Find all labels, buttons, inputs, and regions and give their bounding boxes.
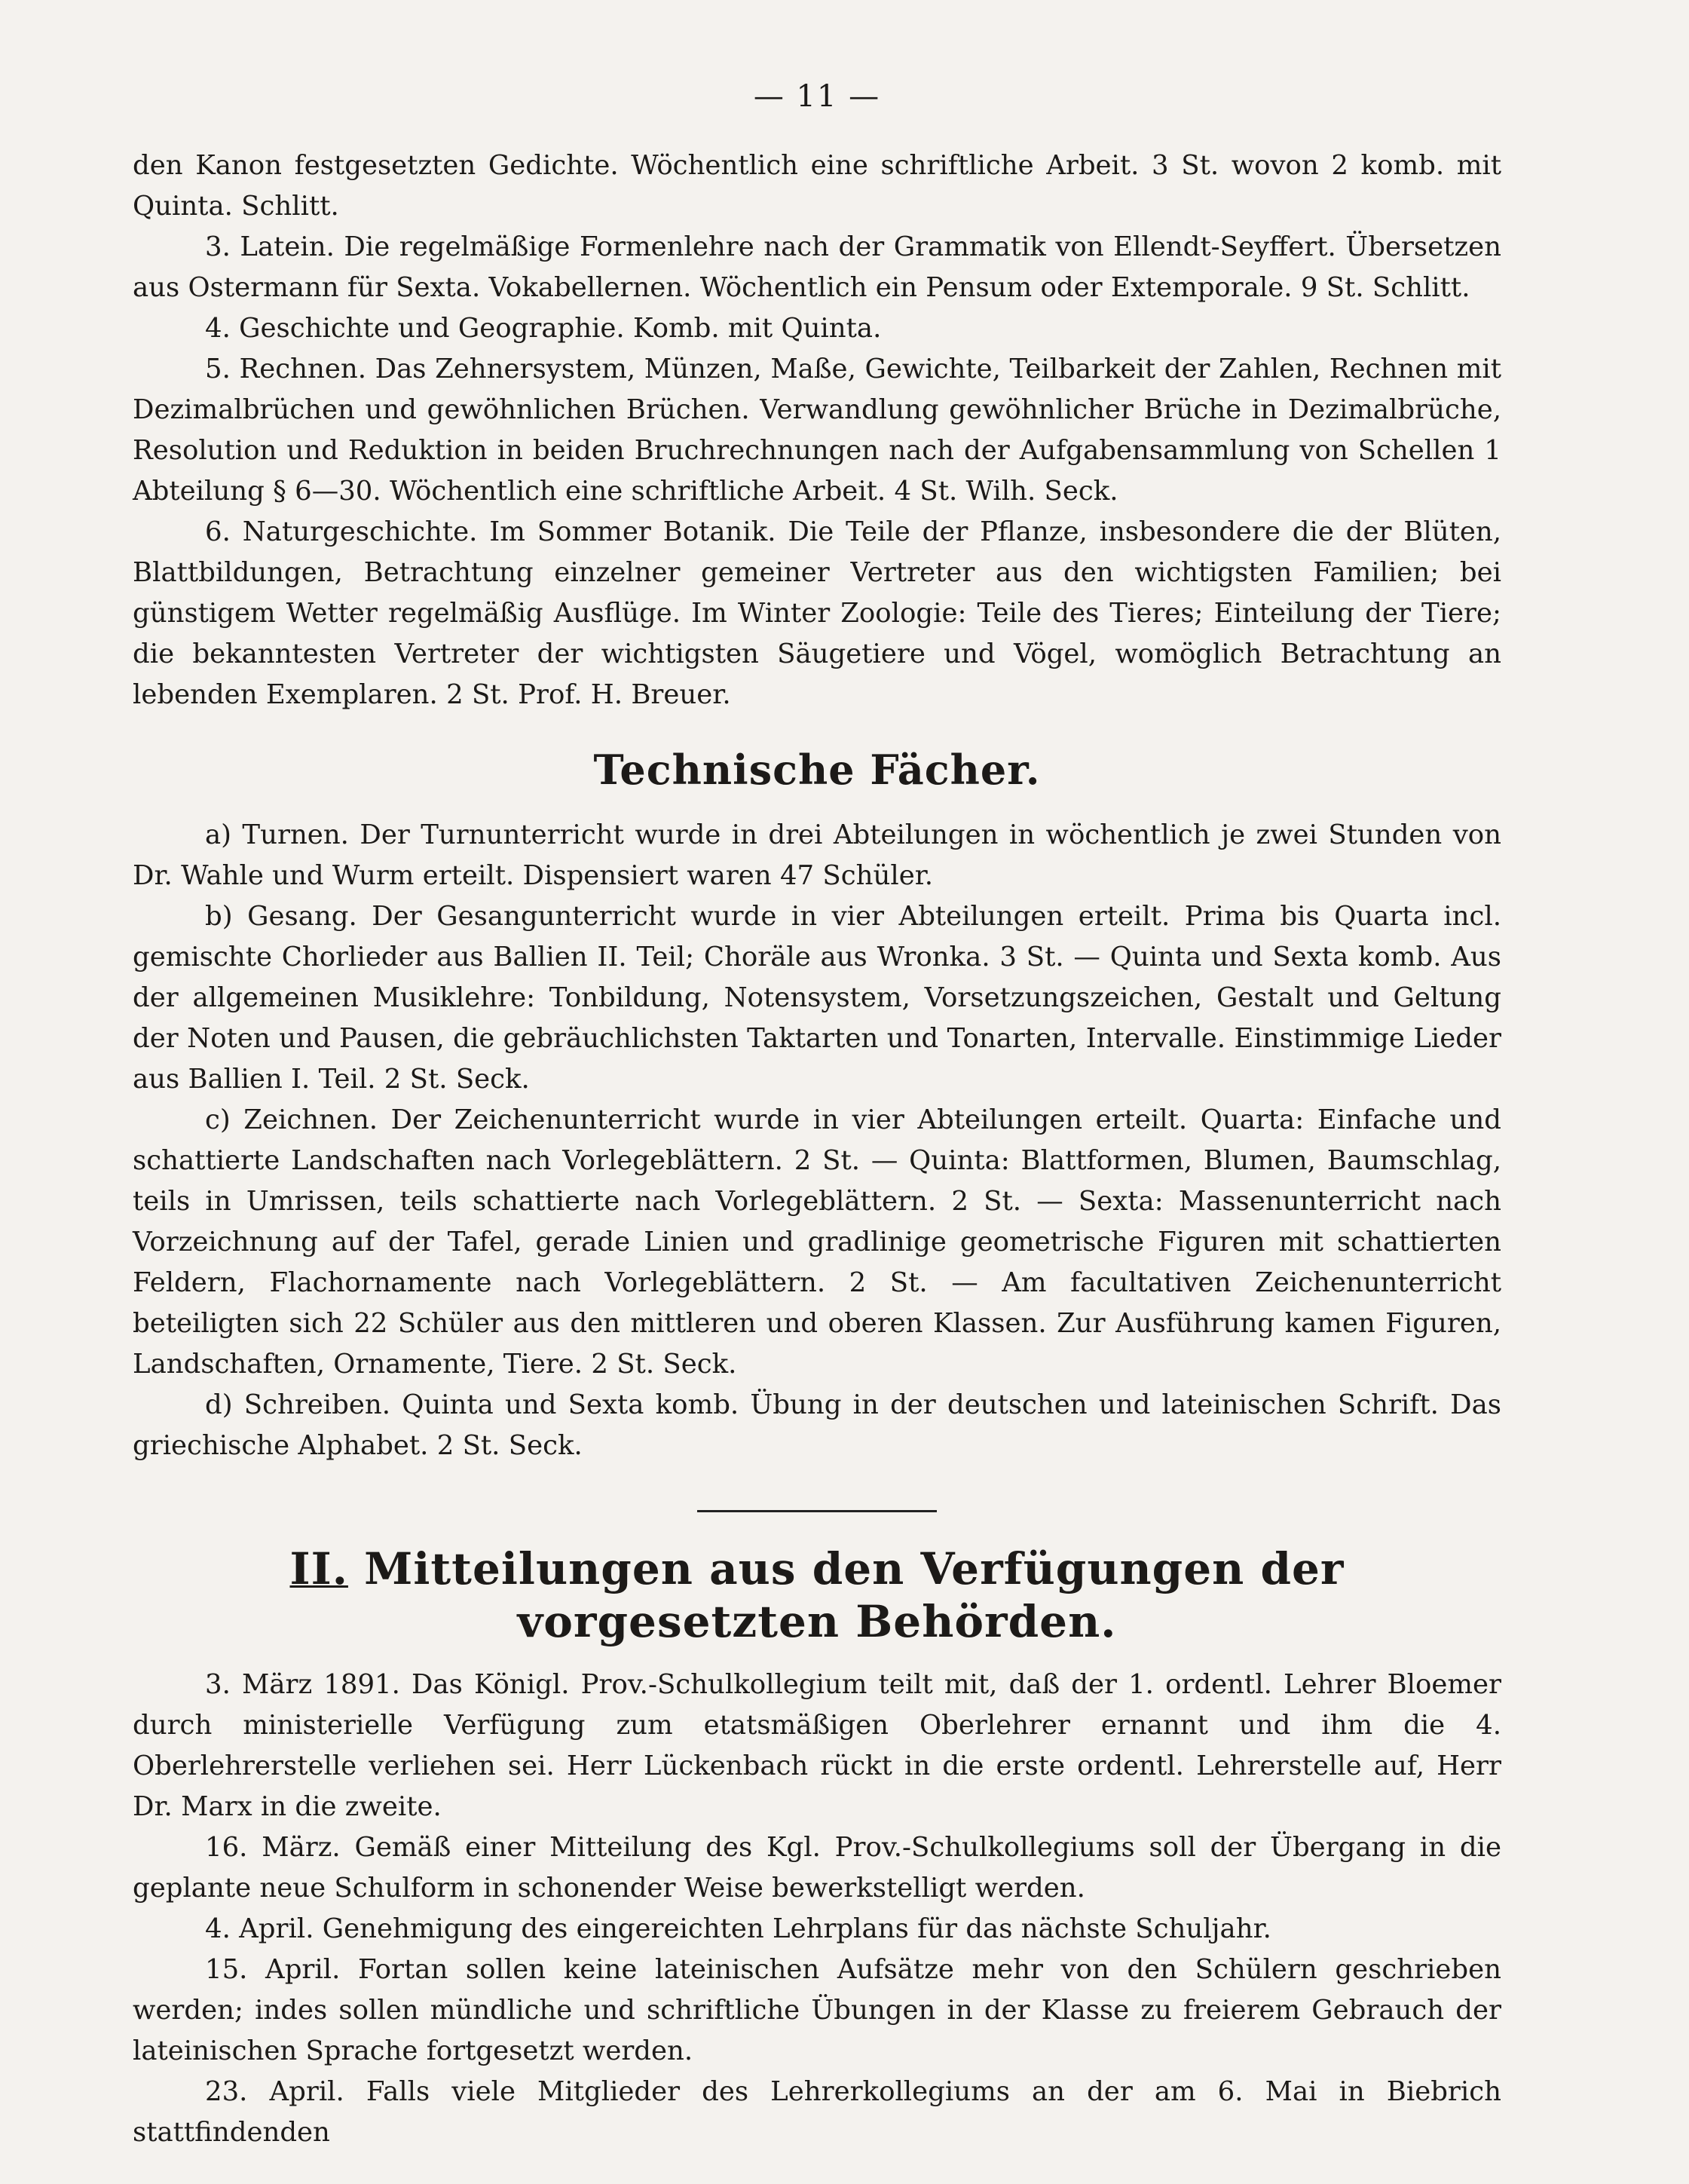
heading-section-ii <box>133 1542 1501 1648</box>
section-divider <box>697 1510 937 1512</box>
section-title: Mitteilungen aus den Verfügungen der vorgesetzten Behörden. <box>364 1543 1345 1647</box>
paragraph-schreiben: d) Schreiben. Quinta und Sexta komb. Übung in der deutschen und lateinischen Schrift. Das griechische Alphabet. 2 St. Seck. <box>133 1389 1501 1461</box>
paragraph-turnen: a) Turnen. Der Turnunterricht wurde in drei Abteilungen in wöchentlich je zwei Stunden von Dr. Wahle und Wurm erteilt. Dispensiert waren 47 Schüler. <box>133 819 1501 891</box>
paragraph-naturgeschichte: 6. Naturgeschichte. Im Sommer Botanik. Die Teile der Pflanze, insbesondere die der Blüten, Blattbildungen, Betrachtung einzelner gemeiner Vertreter aus den wichtigsten Familien; bei günstigem Wetter regelmäßig Ausflüge. Im Winter Zoologie: Teile des Tieres; Einteilung der Tiere; die bekanntesten Vertreter der wichtigsten Säugetiere und Vögel, womöglich Betrachtung an lebenden Exemplaren. 2 St. Prof. H. Breuer. <box>133 516 1501 710</box>
document-page <box>133 79 1501 2153</box>
paragraph-latein: 3. Latein. Die regelmäßige Formenlehre nach der Grammatik von Ellendt-Seyffert. Übersetzen aus Ostermann für Sexta. Vokabellernen. Wöchentlich ein Pensum oder Extemporale. 9 St. Schlitt. <box>133 231 1501 303</box>
heading-technische-faecher: Technische Fächer. <box>593 746 1041 794</box>
paragraph-gesang: b) Gesang. Der Gesangunterricht wurde in vier Abteilungen erteilt. Prima bis Quarta incl. gemischte Chorlieder aus Ballien II. Teil; Choräle aus Wronka. 3 St. — Quinta und Sexta komb. Aus der allgemeinen Musiklehre: Tonbildung, Notensystem, Vorsetzungszeichen, Gestalt und Geltung der Noten und Pausen, die gebräuchlichsten Taktarten und Tonarten, Intervalle. Einstimmige Lieder aus Ballien I. Teil. 2 St. Seck. <box>133 901 1501 1095</box>
paragraph-maerz-3: 3. März 1891. Das Königl. Prov.-Schulkollegium teilt mit, daß der 1. ordentl. Lehrer Bloemer durch ministerielle Verfügung zum etatsmäßigen Oberlehrer ernannt und ihm die 4. Oberlehrerstelle verliehen sei. Herr Lückenbach rückt in die erste ordentl. Lehrerstelle auf, Herr Dr. Marx in die zweite. <box>133 1669 1501 1822</box>
paragraph-maerz-16: 16. März. Gemäß einer Mitteilung des Kgl. Prov.-Schulkollegiums soll der Übergang in die geplante neue Schulform in schonender Weise bewerkstelligt werden. <box>133 1832 1501 1904</box>
paragraph-rechnen: 5. Rechnen. Das Zehnersystem, Münzen, Maße, Gewichte, Teilbarkeit der Zahlen, Rechnen mit Dezimalbrüchen und gewöhnlichen Brüchen. Verwandlung gewöhnlicher Brüche in Dezimalbrüche, Resolution und Reduktion in beiden Bruchrechnungen nach der Aufgabensammlung von Schellen 1 Abteilung § 6—30. Wöchentlich eine schriftliche Arbeit. 4 St. Wilh. Seck. <box>133 354 1501 507</box>
paragraph-april-4: 4. April. Genehmigung des eingereichten Lehrplans für das nächste Schuljahr. <box>205 1913 1271 1944</box>
paragraph-april-15: 15. April. Fortan sollen keine lateinischen Aufsätze mehr von den Schülern geschrieben werden; indes sollen mündliche und schriftliche Übungen in der Klasse zu freierem Gebrauch der lateinischen Sprache fortgesetzt werden. <box>133 1954 1501 2066</box>
section-number: II. <box>289 1543 348 1594</box>
paragraph-zeichnen: c) Zeichnen. Der Zeichenunterricht wurde in vier Abteilungen erteilt. Quarta: Einfache und schattierte Landschaften nach Vorlegeblättern. 2 St. — Quinta: Blattformen, Blumen, Baumschlag, teils in Umrissen, teils schattierte nach Vorlegeblättern. 2 St. — Sexta: Massenunterricht nach Vorzeichnung auf der Tafel, gerade Linien und gradlinige geometrische Figuren mit schattierten Feldern, Flachornamente nach Vorlegeblättern. 2 St. — Am facultativen Zeichenunterricht beteiligten sich 22 Schüler aus den mittleren und oberen Klassen. Zur Ausführung kamen Figuren, Landschaften, Ornamente, Tiere. 2 St. Seck. <box>133 1104 1501 1380</box>
paragraph-april-23: 23. April. Falls viele Mitglieder des Lehrerkollegiums an der am 6. Mai in Biebrich stattfindenden <box>133 2076 1501 2148</box>
page-number: — 11 — <box>753 79 881 114</box>
paragraph-geschichte: 4. Geschichte und Geographie. Komb. mit Quinta. <box>205 313 882 344</box>
paragraph-continuation: den Kanon festgesetzten Gedichte. Wöchentlich eine schriftliche Arbeit. 3 St. wovon 2 komb. mit Quinta. Schlitt. <box>133 150 1501 222</box>
